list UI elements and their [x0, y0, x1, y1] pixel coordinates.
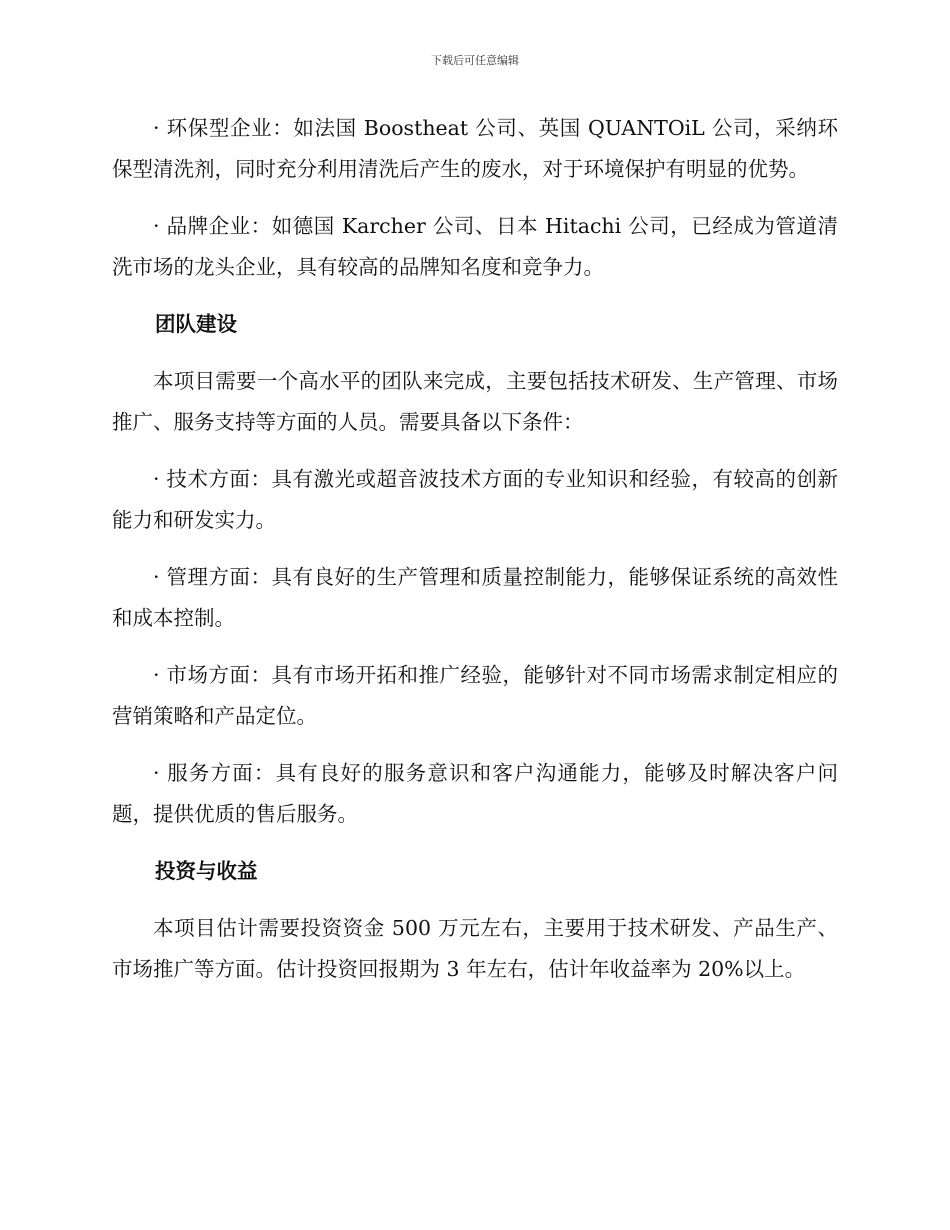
bullet-eco-companies: · 环保型企业：如法国 Boostheat 公司、英国 QUANTOiL 公司，采纳环保型清洗剂，同时充分利用清洗后产生的废水，对于环境保护有明显的优势。	[112, 116, 838, 181]
bullet-management: · 管理方面：具有良好的生产管理和质量控制能力，能够保证系统的高效性和成本控制。	[112, 565, 838, 630]
team-intro: 本项目需要一个高水平的团队来完成，主要包括技术研发、生产管理、市场推广、服务支持等方面的人员。需要具备以下条件：	[112, 369, 838, 434]
bullet-brand-companies: · 品牌企业：如德国 Karcher 公司、日本 Hitachi 公司，已经成为管道清洗市场的龙头企业，具有较高的品牌知名度和竞争力。	[112, 214, 838, 279]
investment-summary: 本项目估计需要投资资金 500 万元左右，主要用于技术研发、产品生产、市场推广等方面。估计投资回报期为 3 年左右，估计年收益率为 20%以上。	[112, 916, 838, 981]
heading-investment-returns: 投资与收益	[155, 859, 258, 883]
page-header: 下载后可任意编辑	[431, 54, 519, 67]
bullet-service: · 服务方面：具有良好的服务意识和客户沟通能力，能够及时解决客户问题，提供优质的售后服务。	[112, 761, 838, 826]
document-body	[112, 108, 838, 1006]
bullet-technology: · 技术方面：具有激光或超音波技术方面的专业知识和经验，有较高的创新能力和研发实力。	[112, 467, 838, 532]
heading-team-building: 团队建设	[155, 312, 237, 336]
bullet-market: · 市场方面：具有市场开拓和推广经验，能够针对不同市场需求制定相应的营销策略和产品定位。	[112, 663, 838, 728]
